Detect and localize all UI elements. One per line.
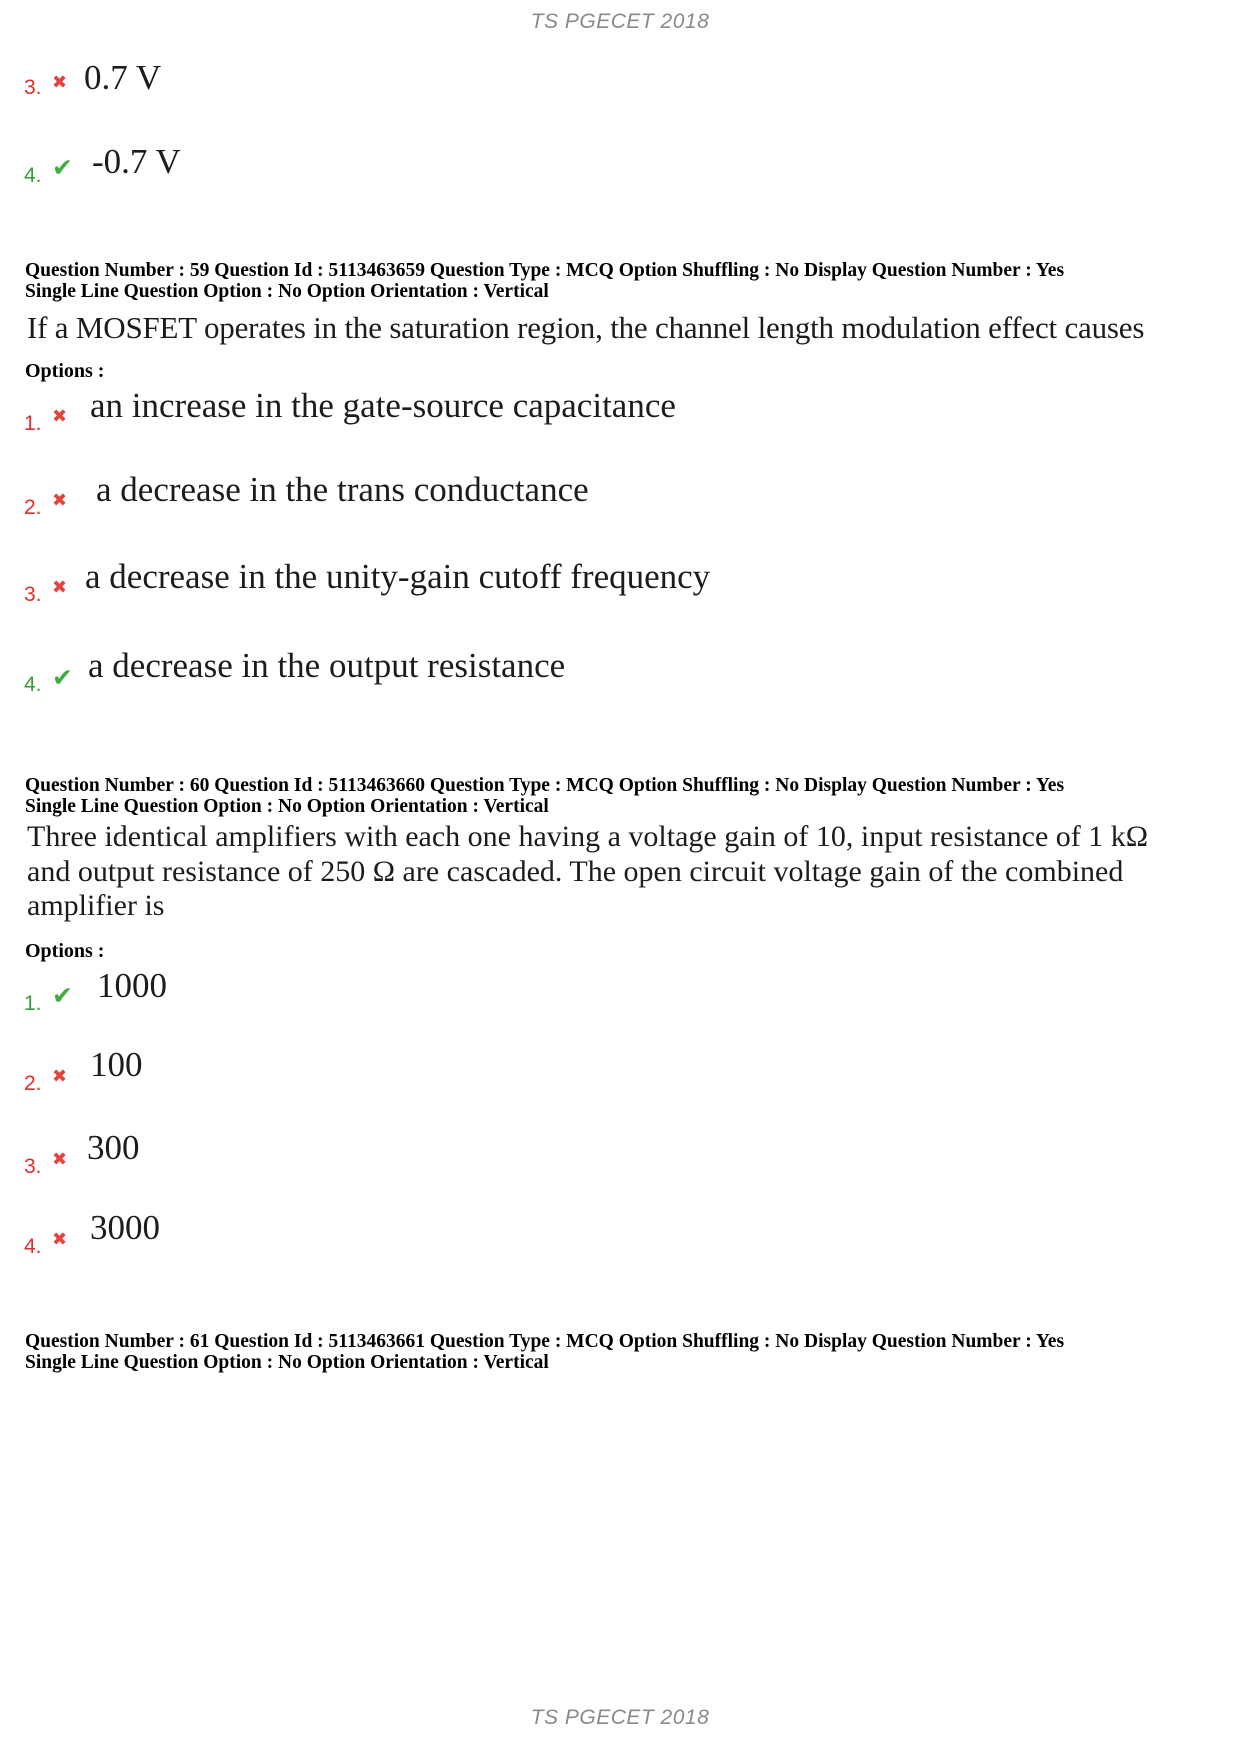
option-text: an increase in the gate-source capacitance [90,386,676,425]
option-text: 300 [87,1128,140,1167]
page-footer: TS PGECET 2018 [530,1706,710,1729]
option-number: 3. [24,76,42,99]
meta-line-1: Question Number : 59 Question Id : 5113463659 Question Type : MCQ Option Shuffling : No Display Question Number : Yes [25,260,1065,281]
option-text: -0.7 V [92,142,181,181]
option-text: 0.7 V [84,58,162,97]
option-number: 3. [24,583,42,606]
options-label: Options : [25,940,105,962]
wrong-answer-icon: ✖ [52,577,68,598]
wrong-answer-icon: ✖ [52,406,68,427]
option-number: 3. [24,1155,42,1178]
question-text-line: Three identical amplifiers with each one having a voltage gain of 10, input resistance of 1 kΩ [27,820,1149,853]
meta-line-1: Question Number : 61 Question Id : 5113463661 Question Type : MCQ Option Shuffling : No Display Question Number : Yes [25,1331,1065,1352]
question-text-line: If a MOSFET operates in the saturation region, the channel length modulation effect causes [27,310,1145,345]
option-text: 1000 [97,966,167,1005]
correct-answer-icon: ✔ [52,981,73,1010]
question-60-meta [25,775,1215,817]
option-text: 100 [90,1045,143,1084]
option-number: 1. [24,992,42,1015]
options-label: Options : [25,360,105,382]
option-text: a decrease in the unity-gain cutoff frequency [85,557,711,596]
question-60-text [27,820,1207,930]
option-number: 4. [24,673,42,696]
option-number: 4. [24,164,42,187]
wrong-answer-icon: ✖ [52,1149,68,1170]
option-text: a decrease in the output resistance [88,646,566,685]
option-number: 4. [24,1235,42,1258]
option-number: 2. [24,496,42,519]
option-text: a decrease in the trans conductance [96,470,589,509]
wrong-answer-icon: ✖ [52,1066,68,1087]
page-header: TS PGECET 2018 [530,10,710,33]
wrong-answer-icon: ✖ [52,72,68,93]
meta-line-2: Single Line Question Option : No Option Orientation : Vertical [25,281,549,302]
meta-line-2: Single Line Question Option : No Option Orientation : Vertical [25,796,549,817]
meta-line-2: Single Line Question Option : No Option Orientation : Vertical [25,1352,549,1373]
option-text: 3000 [90,1208,160,1247]
wrong-answer-icon: ✖ [52,490,68,511]
wrong-answer-icon: ✖ [52,1229,68,1250]
option-number: 1. [24,412,42,435]
correct-answer-icon: ✔ [52,663,73,692]
question-text-line: amplifier is [27,889,165,922]
question-59-meta [25,260,1215,302]
option-number: 2. [24,1072,42,1095]
meta-line-1: Question Number : 60 Question Id : 5113463660 Question Type : MCQ Option Shuffling : No Display Question Number : Yes [25,775,1065,796]
question-text-line: and output resistance of 250 Ω are cascaded. The open circuit voltage gain of the combined [27,855,1124,888]
correct-answer-icon: ✔ [52,153,73,182]
question-61-meta [25,1331,1215,1373]
